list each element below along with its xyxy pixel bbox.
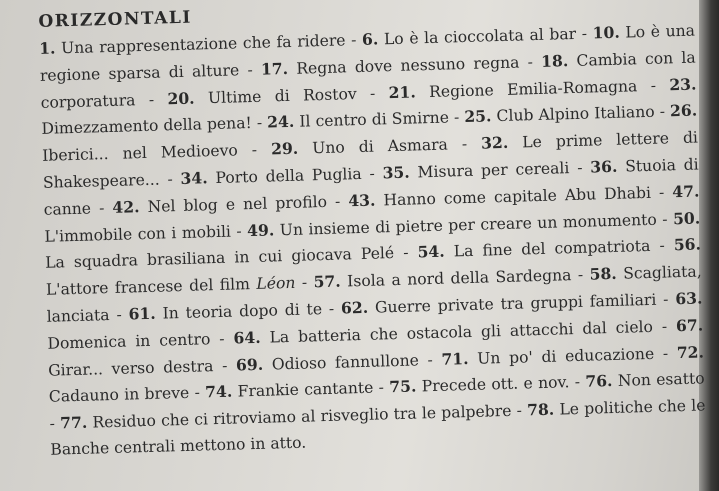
clue bbox=[39, 31, 346, 58]
section-heading: ORIZZONTALI bbox=[38, 7, 193, 32]
clue-text: Nel blog e nel profilo bbox=[147, 192, 328, 216]
clue bbox=[313, 266, 571, 291]
clue-text: Il centro di Smirne bbox=[299, 108, 450, 132]
clue bbox=[236, 351, 419, 374]
clue-text: Un po' di educazione bbox=[476, 344, 655, 368]
clue-number: 32. bbox=[480, 133, 509, 153]
clue-number: 21. bbox=[388, 81, 417, 102]
clue-number: 42. bbox=[112, 196, 140, 217]
clue-number: 54. bbox=[417, 242, 445, 262]
clue bbox=[233, 318, 653, 348]
clue bbox=[362, 25, 577, 49]
clue-number: 71. bbox=[441, 348, 469, 369]
clue-number: 72. bbox=[676, 341, 705, 362]
clue-text: Regione Emilia-Romagna bbox=[428, 76, 638, 101]
clue-number: 63. bbox=[675, 288, 703, 309]
clue-text: Uno di Asmara bbox=[311, 135, 449, 158]
clue-text: Frankie cantante bbox=[237, 379, 374, 401]
clue-number: 75. bbox=[388, 376, 417, 397]
clue-text: Isola a nord della Sardegna bbox=[346, 266, 572, 291]
clue bbox=[382, 159, 569, 182]
clue bbox=[389, 374, 570, 397]
clue bbox=[341, 291, 657, 318]
clue-number: 43. bbox=[348, 190, 376, 211]
clue-text: L'attore francese del film bbox=[45, 275, 257, 299]
clue-text: Residuo che ci ritroviamo al risveglio tra le palpebre bbox=[92, 401, 512, 432]
clue bbox=[261, 53, 520, 78]
clue-text: Le prime lettere di Shakespeare... bbox=[42, 128, 699, 192]
clue-number: 58. bbox=[589, 264, 617, 284]
clue bbox=[271, 136, 448, 159]
clue-italic-title: Léon bbox=[256, 273, 296, 294]
clue-number: 61. bbox=[128, 303, 156, 324]
clue bbox=[112, 193, 327, 217]
clue-text: Lo è una regione sparsa di alture bbox=[39, 21, 696, 85]
clue-number: 74. bbox=[204, 381, 233, 402]
clue-number: 34. bbox=[180, 168, 208, 188]
clue-text: Girar... verso destra bbox=[47, 356, 214, 380]
clue-number: 35. bbox=[382, 162, 410, 183]
clue-number: 77. bbox=[59, 412, 88, 433]
clue-number: 23. bbox=[669, 74, 697, 94]
clue-number: 36. bbox=[589, 156, 618, 177]
clue-number: 56. bbox=[673, 234, 702, 255]
clue-text: Non esatto bbox=[617, 369, 705, 391]
clue-text: Hanno come capitale Abu Dhabi bbox=[383, 183, 652, 210]
clue-text: Le politiche che le Banche centrali mettono in atto. bbox=[50, 396, 706, 459]
clue-number: 76. bbox=[585, 371, 613, 392]
clue-text: Guerre private tra gruppi familiari bbox=[374, 290, 657, 317]
clue-text: Cambia con la corporatura bbox=[40, 48, 696, 112]
clue-text: Club Alpino Italiano bbox=[496, 103, 655, 126]
clue-text: Domenica in centro bbox=[47, 329, 211, 353]
clue-number: 78. bbox=[526, 399, 555, 420]
clue bbox=[167, 85, 357, 108]
clue-text: La squadra brasiliana in cui giocava Pelé bbox=[44, 244, 395, 273]
clue-number: 24. bbox=[266, 112, 295, 132]
clue-text: Iberici... nel Medioevo bbox=[41, 141, 239, 166]
clue bbox=[585, 370, 705, 391]
clue-text: Ultime di Rostov bbox=[207, 84, 357, 107]
clue-number: 62. bbox=[340, 297, 369, 318]
clue-text: La batteria che ostacola gli attacchi dal cielo bbox=[269, 317, 654, 347]
clue bbox=[128, 300, 322, 323]
clue-number: 69. bbox=[235, 354, 264, 375]
clue-number: 1. bbox=[38, 38, 56, 58]
clue-text: L'immobile con i mobili bbox=[44, 222, 232, 246]
clue-text: Lo è la cioccolata al bar bbox=[383, 24, 577, 49]
clue bbox=[441, 344, 654, 368]
crossword-clues-sheet bbox=[34, 0, 707, 464]
clue-number: 10. bbox=[592, 22, 620, 43]
clue bbox=[267, 109, 449, 132]
clue-text: La fine del compatriota bbox=[453, 237, 651, 261]
clue bbox=[348, 184, 651, 210]
clue bbox=[388, 77, 637, 102]
clue-number: 50. bbox=[672, 208, 701, 228]
clue-text: Porto della Puglia bbox=[215, 164, 362, 187]
clue-text: Un insieme di pietre per creare un monumento bbox=[279, 210, 658, 239]
clue-text: Scagliata, lanciata bbox=[46, 262, 702, 326]
clue-number: 25. bbox=[464, 106, 492, 127]
clue-number: 49. bbox=[246, 219, 275, 240]
clue-text: Cadauno in breve bbox=[48, 384, 190, 407]
clue-number: 18. bbox=[540, 50, 569, 71]
clue-number: 47. bbox=[672, 181, 700, 202]
clue-text: Stuoia di canne bbox=[43, 155, 699, 219]
clue-text: In teoria dopo di te bbox=[162, 300, 323, 323]
clue-text: Misura per cereali bbox=[417, 159, 570, 182]
clue bbox=[417, 237, 650, 261]
clue-text: Odioso fannullone bbox=[271, 350, 420, 374]
clue-number: 57. bbox=[313, 271, 341, 292]
clue-text: Regna dove nessuno regna bbox=[296, 53, 520, 78]
clue-text: Una rappresentazione che fa ridere bbox=[60, 31, 346, 58]
clue-number: 20. bbox=[167, 88, 195, 108]
clue-number: 26. bbox=[669, 100, 698, 121]
clue-number: 17. bbox=[260, 58, 289, 79]
clue-number: 29. bbox=[270, 138, 299, 159]
clue bbox=[180, 165, 362, 188]
clue bbox=[205, 379, 374, 402]
clue bbox=[60, 402, 512, 433]
clue-number: 67. bbox=[675, 315, 704, 335]
clue-paragraph: 1. Una rappresentazione che fa ridere - 6. Lo è la cioccolata al bar - 10. Lo è una regione sparsa di alture - 17. Regna dove nessuno regna - 18. Cambia con la corporatura - 20. Ultime di Rostov - 21. Regione Emilia-Romagna - 23. Dimezzamento della pena! - 24. Il centro di Smirne - 25. Club Alpino Italiano - 26. Iberici... nel Medioevo - 29. Uno di Asmara - 32. Le prime lettere di Shakespeare... - 34. Porto della Puglia - 35. Misura per cereali - 36. Stuoia di canne - 42. Nel blog e nel profilo - 43. Hanno come capitale Abu Dhabi - 47. L'immobile con i mobili - 49. Un insieme di pietre per creare un monumento - 50. La squadra brasiliana in cui giocava Pelé - 54. La fine del compatriota - 56. L'attore francese del film Léon - 57. Isola a nord della Sardegna - 58. Scagliata, lanciata - 61. In teoria dopo di te - 62. Guerre private tra gruppi familiari - 63. Domenica in centro - 64. La batteria che ostacola gli attacchi dal cielo - 67. Girar... verso destra - 69. Odioso fannullone - 71. Un po' di educazione - 72. Cadauno in breve - 74. Frankie cantante - 75. Precede ott. e nov. - 76. Non esatto - 77. Residuo che ci ritroviamo al risveglio tra le palpebre - 78. Le politiche che le Banche centrali mettono in atto. bbox=[38, 21, 706, 459]
clue-number: 6. bbox=[361, 29, 379, 49]
clue bbox=[464, 103, 655, 126]
clue-number: 64. bbox=[233, 327, 261, 348]
clue-text: Dimezzamento della pena! bbox=[41, 114, 253, 139]
clue bbox=[247, 210, 657, 239]
clue-text: Precede ott. e nov. bbox=[421, 373, 570, 396]
